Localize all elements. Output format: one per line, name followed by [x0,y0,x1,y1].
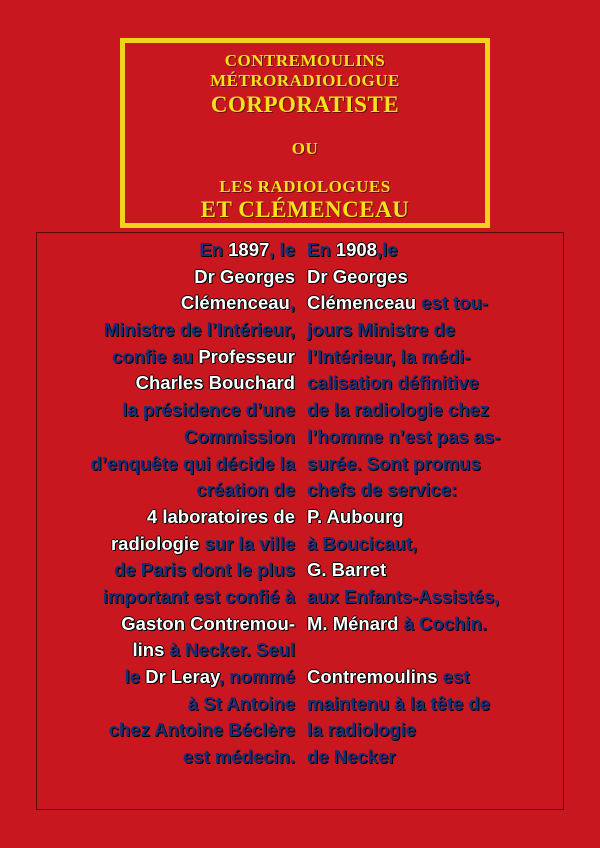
right-column-line [307,237,500,264]
title-line-1: CONTREMOULINS [224,51,386,70]
highlight-text: Dr Georges [307,265,408,287]
left-column-line [90,317,295,344]
left-column-line [90,237,295,264]
title-box [120,38,490,228]
body-text: chez Antoine Béclère [108,719,295,741]
highlight-text: Contremoulins [307,666,438,687]
body-text: le [124,666,146,687]
highlight-text: 1908 [335,239,377,260]
body-text: de Necker [307,746,396,768]
left-column-line [90,451,295,478]
title-line-5: LES RADIOLOGUES [219,177,391,196]
body-text: création de [196,479,295,501]
highlight-text: Clémenceau [180,292,290,314]
right-column-line [307,584,500,611]
left-column-line [90,477,295,504]
body-text: est tou- [416,292,488,314]
right-column-line [307,611,500,638]
body-text: En [307,239,336,260]
highlight-text: Professeur [198,345,295,367]
body-text: En [199,239,229,260]
left-column-line [90,557,295,584]
left-column-line [90,290,295,317]
body-text: l’homme n’est pas as- [307,425,501,447]
right-column-line [307,477,500,504]
highlight-text: Charles Bouchard [135,372,295,394]
left-column-line [90,531,295,558]
body-text: chefs de service: [307,479,458,501]
body-text: est médecin. [182,746,295,768]
left-column [90,237,295,771]
body-text: la présidence d’une [122,399,295,421]
body-text: est [437,666,470,687]
highlight-text: M. Ménard [307,612,399,634]
highlight-text: Clémenceau [307,292,416,314]
body-text: , le [269,239,295,260]
body-text: à Cochin. [398,612,487,634]
highlight-text: P. Aubourg [307,505,404,527]
body-text: confie au [111,345,199,367]
right-column [307,237,500,771]
right-column-line [307,504,500,531]
body-text: de Paris dont le plus [114,559,295,581]
right-column-line [307,424,500,451]
right-column-line [307,397,500,424]
right-column-line [307,264,500,291]
right-column-line [307,290,500,317]
highlight-text: G. Barret [307,559,387,581]
left-column-line [90,744,295,771]
body-text: ,le [376,239,398,260]
body-text: Ministre de l’Intérieur, [103,319,295,341]
left-column-line [90,584,295,611]
body-text: Commission [183,425,295,447]
right-column-line [307,451,500,478]
right-column-line [307,531,500,558]
right-column-line [307,717,500,744]
left-column-line [90,344,295,371]
body-text: l’Intérieur, la médi- [307,345,471,367]
left-column-line [90,611,295,638]
left-column-line [90,637,295,664]
left-column-line [90,504,295,531]
title-line-6: ET CLÉMENCEAU [200,197,410,222]
title-line-4: OU [291,139,319,158]
body-text: , nommé [218,666,295,687]
body-text: d’enquête qui décide la [90,452,295,474]
title-line-2: MÉTRORADIOLOGUE [210,71,400,90]
body-text: à Boucicaut, [307,532,417,554]
right-column-line [307,691,500,718]
right-column-line [307,317,500,344]
body-text: sur la ville [199,532,295,554]
text-panel [36,232,564,810]
body-text: la radiologie [307,719,416,741]
title-line-3: CORPORATISTE [210,92,400,117]
right-column-line [307,344,500,371]
right-column-line [307,744,500,771]
right-column-line [307,637,500,664]
left-column-line [90,691,295,718]
body-text: aux Enfants-Assistés, [307,585,500,607]
body-text: à St Antoine [187,692,295,714]
left-column-line [90,424,295,451]
left-column-line [90,264,295,291]
highlight-text: lins [132,639,165,661]
highlight-text: 4 laboratoires de [146,505,295,527]
body-text: maintenu à la tête de [307,692,490,714]
left-column-line [90,717,295,744]
highlight-text: 1897 [228,239,270,260]
highlight-text: radiologie [110,532,200,554]
body-text: jours Ministre de [307,319,456,341]
highlight-text: Dr Leray [145,666,219,687]
body-text: , [289,292,295,314]
right-column-line [307,557,500,584]
body-text: surée. Sont promus [307,452,481,474]
body-text: de la radiologie chez [307,399,489,421]
right-column-line [307,370,500,397]
highlight-text: Gaston Contremou- [121,612,295,634]
left-column-line [90,370,295,397]
highlight-text: Dr Georges [194,265,295,287]
body-text: important est confié à [102,585,295,607]
left-column-line [90,397,295,424]
left-column-line [90,664,295,691]
body-text: à Necker. Seul [164,639,295,661]
right-column-line [307,664,500,691]
body-text: calisation définitive [307,372,479,394]
